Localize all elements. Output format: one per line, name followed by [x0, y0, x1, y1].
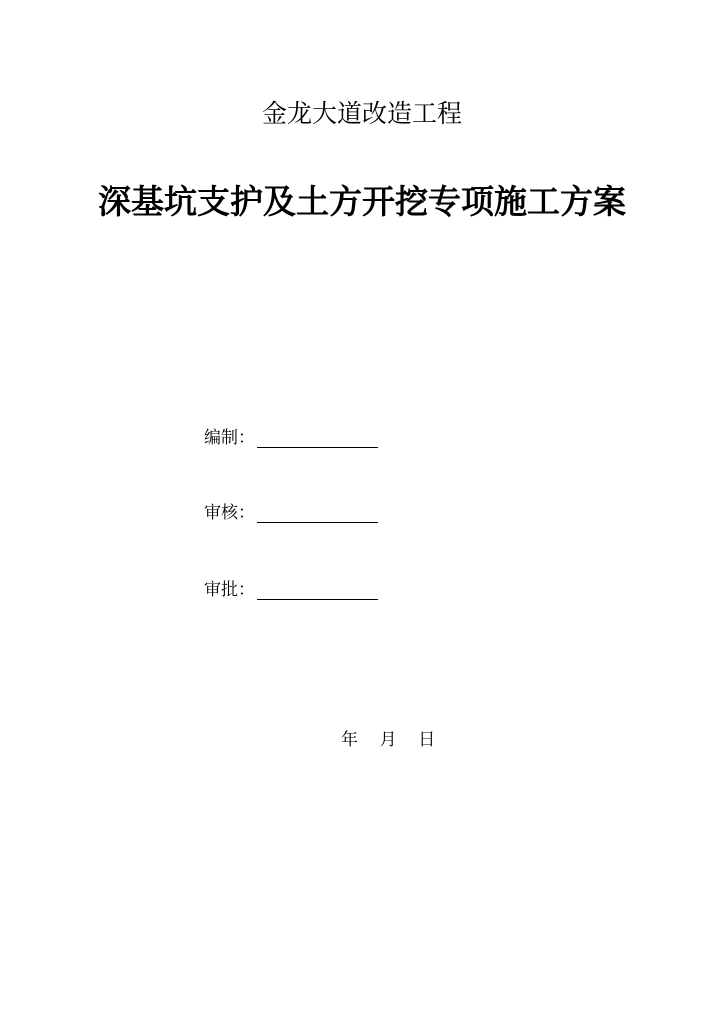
signature-row-compile	[204, 425, 378, 449]
signature-line-compile[interactable]	[257, 447, 378, 448]
date-day-label: 日	[418, 730, 436, 750]
date-year-label: 年	[341, 730, 358, 750]
date-line	[341, 728, 435, 752]
date-month-label: 月	[379, 730, 397, 750]
signature-label-review: 审核：	[204, 503, 255, 523]
signature-row-review	[204, 500, 378, 524]
project-title: 金龙大道改造工程	[261, 99, 462, 128]
signature-line-approve[interactable]	[257, 599, 378, 600]
signature-label-approve: 审批：	[204, 580, 255, 600]
signature-label-compile: 编制：	[204, 428, 255, 448]
signature-line-review[interactable]	[257, 522, 378, 523]
document-title: 深基坑支护及土方开挖专项施工方案	[98, 182, 626, 221]
signature-row-approve	[204, 577, 378, 601]
